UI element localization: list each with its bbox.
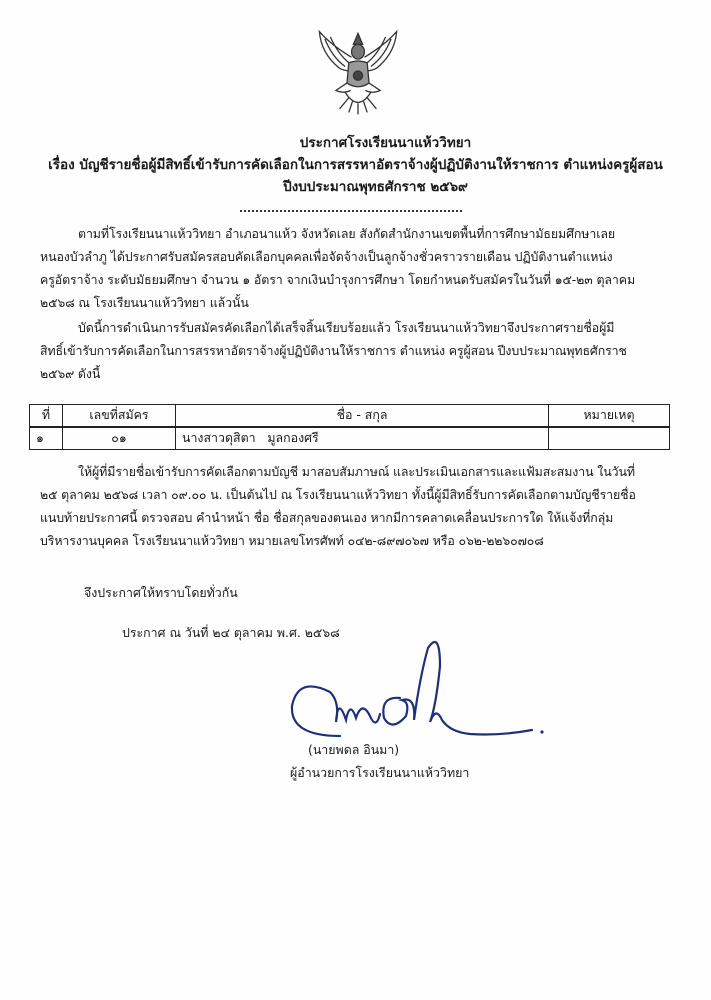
text-line: สิทธิ์เข้ารับการคัดเลือกในการสรรหาอัตราจ้างผู้ปฏิบัติงานให้ราชการ ตำแหน่ง ครูผู้สอน ปีงบประมาณพุทธศักราช	[40, 343, 627, 358]
announcement-date: ประกาศ ณ วันที่ ๒๔ ตุลาคม พ.ศ. ๒๕๖๘	[122, 625, 340, 640]
cell-remarks	[549, 427, 670, 450]
paragraph-instructions	[40, 460, 672, 552]
title-subject: เรื่อง บัญชีรายชื่อผู้มีสิทธิ์เข้ารับการคัดเลือกในการสรรหาอัตราจ้างผู้ปฏิบัติงานให้ราชการ ตำแหน่งครูผู้สอน	[48, 157, 663, 173]
announcement-title	[0, 132, 711, 198]
title-fiscal-year: ปีงบประมาณพุทธศักราช ๒๕๖๙	[283, 179, 468, 195]
candidate-table	[29, 404, 670, 450]
text-line: ๒๕๖๘ ณ โรงเรียนนาแห้ววิทยา แล้วนั้น	[40, 295, 249, 310]
text-line: ครูอัตราจ้าง ระดับมัธยมศึกษา จำนวน ๑ อัตรา จากเงินบำรุงการศึกษา โดยกำหนดรับสมัครในวันที่ ๑๕-๒๓ ตุลาคม	[40, 272, 636, 287]
paragraph-background	[40, 222, 672, 314]
table-header-row	[30, 405, 670, 428]
text-line: ให้ผู้ที่มีรายชื่อเข้ารับการคัดเลือกตามบัญชี มาสอบสัมภาษณ์ และประเมินเอกสารและแฟ้มสะสมงาน ในวันที่	[78, 464, 635, 479]
cell-full-name: นางสาวดุสิตา มูลกองศรี	[176, 427, 549, 450]
dotted-divider	[240, 210, 462, 212]
text-line: หนองบัวลำภู ได้ประกาศรับสมัครสอบคัดเลือกบุคคลเพื่อจัดจ้างเป็นลูกจ้างชั่วคราวรายเดือน ปฏิบัติงานตำแหน่ง	[40, 249, 613, 264]
cell-application-no: ๐๑	[63, 427, 176, 450]
text-line: บริหารงานบุคคล โรงเรียนนาแห้ววิทยา หมายเลขโทรศัพท์ ๐๔๒-๘๙๗๐๖๗ หรือ ๐๖๒-๒๒๖๐๗๐๘	[40, 533, 544, 548]
header-no: ที่	[30, 405, 63, 428]
header-full-name: ชื่อ - สกุล	[176, 405, 549, 428]
text-line: ตามที่โรงเรียนนาแห้ววิทยา อำเภอนาแห้ว จังหวัดเลย สังกัดสำนักงานเขตพื้นที่การศึกษามัธยมศึกษาเลย	[78, 226, 616, 241]
text-line: แนบท้ายประกาศนี้ ตรวจสอบ คำนำหน้า ชื่อ ชื่อสกุลของตนเอง หากมีการคลาดเคลื่อนประการใด ให้แจ้งที่กลุ่ม	[40, 510, 614, 525]
garuda-emblem-icon	[312, 26, 404, 118]
signature-icon	[280, 636, 550, 748]
text-line: ๒๕๖๙ ดังนี้	[40, 366, 101, 381]
text-line: ๒๕ ตุลาคม ๒๕๖๘ เวลา ๐๙.๐๐ น. เป็นต้นไป ณ โรงเรียนนาแห้ววิทยา ทั้งนี้ผู้มีสิทธิ์รับการคัดเลือกตามบัญชีรายชื่อ	[40, 487, 636, 502]
title-school: ประกาศโรงเรียนนาแห้ววิทยา	[299, 135, 472, 151]
paragraph-announcement	[40, 316, 672, 385]
text-line: บัดนี้การดำเนินการรับสมัครคัดเลือกได้เสร็จสิ้นเรียบร้อยแล้ว โรงเรียนนาแห้ววิทยาจึงประกาศรายชื่อผู้มี	[78, 320, 615, 335]
signer-name: (นายพดล อินมา)	[308, 742, 400, 757]
table-row	[30, 427, 670, 450]
signer-title: ผู้อำนวยการโรงเรียนนาแห้ววิทยา	[290, 765, 470, 780]
closing-statement: จึงประกาศให้ทราบโดยทั่วกัน	[84, 585, 238, 600]
header-remarks: หมายเหตุ	[549, 405, 670, 428]
cell-no: ๑	[30, 427, 63, 450]
header-application-no: เลขที่สมัคร	[63, 405, 176, 428]
